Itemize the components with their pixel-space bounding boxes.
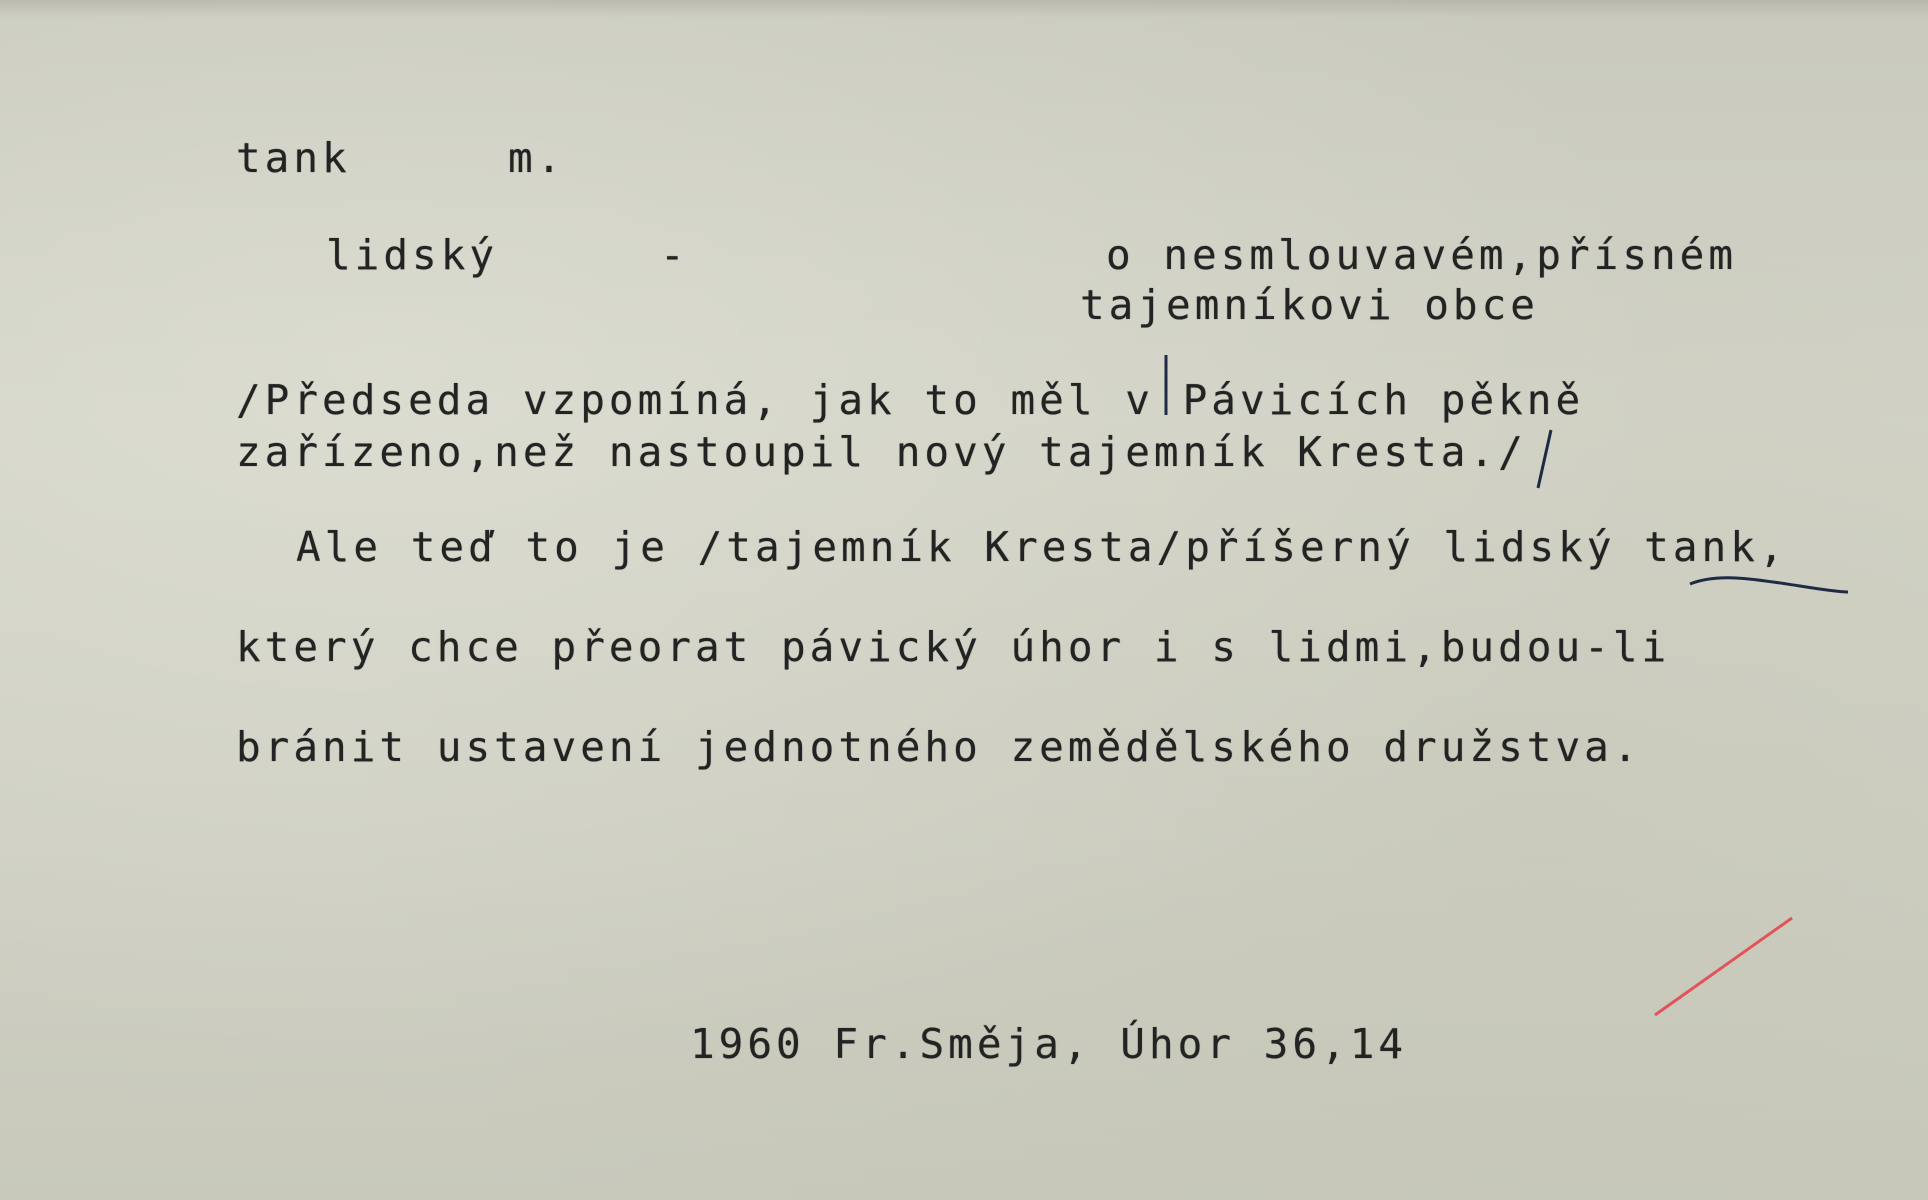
- context-line-2: zařízeno,než nastoupil nový tajemník Kresta./: [236, 428, 1527, 476]
- context-line-1: /Předseda vzpomíná, jak to měl v Pávicích pěkně: [236, 376, 1585, 424]
- red-pencil-stroke: [1655, 918, 1792, 1015]
- quote-line-3: bránit ustavení jednotného zemědělského družstva.: [236, 723, 1642, 771]
- phrase-dash: -: [660, 231, 689, 279]
- quote-line-1: Ale teď to je /tajemník Kresta/příšerný lidský tank,: [296, 523, 1788, 571]
- quote-line-2: který chce přeorat pávický úhor i s lidmi,budou-li: [236, 623, 1671, 671]
- gender-label: m.: [508, 134, 566, 182]
- meaning-line-2: tajemníkovi obce: [1080, 281, 1539, 329]
- pen-slash-mark: [1538, 430, 1551, 488]
- meaning-line-1: o nesmlouvavém,přísném: [1106, 231, 1738, 279]
- headword: tank: [236, 134, 351, 182]
- source-citation: 1960 Fr.Směja, Úhor 36,14: [690, 1020, 1408, 1068]
- phrase: lidský: [326, 231, 499, 279]
- pen-underline-mark: [1690, 578, 1848, 592]
